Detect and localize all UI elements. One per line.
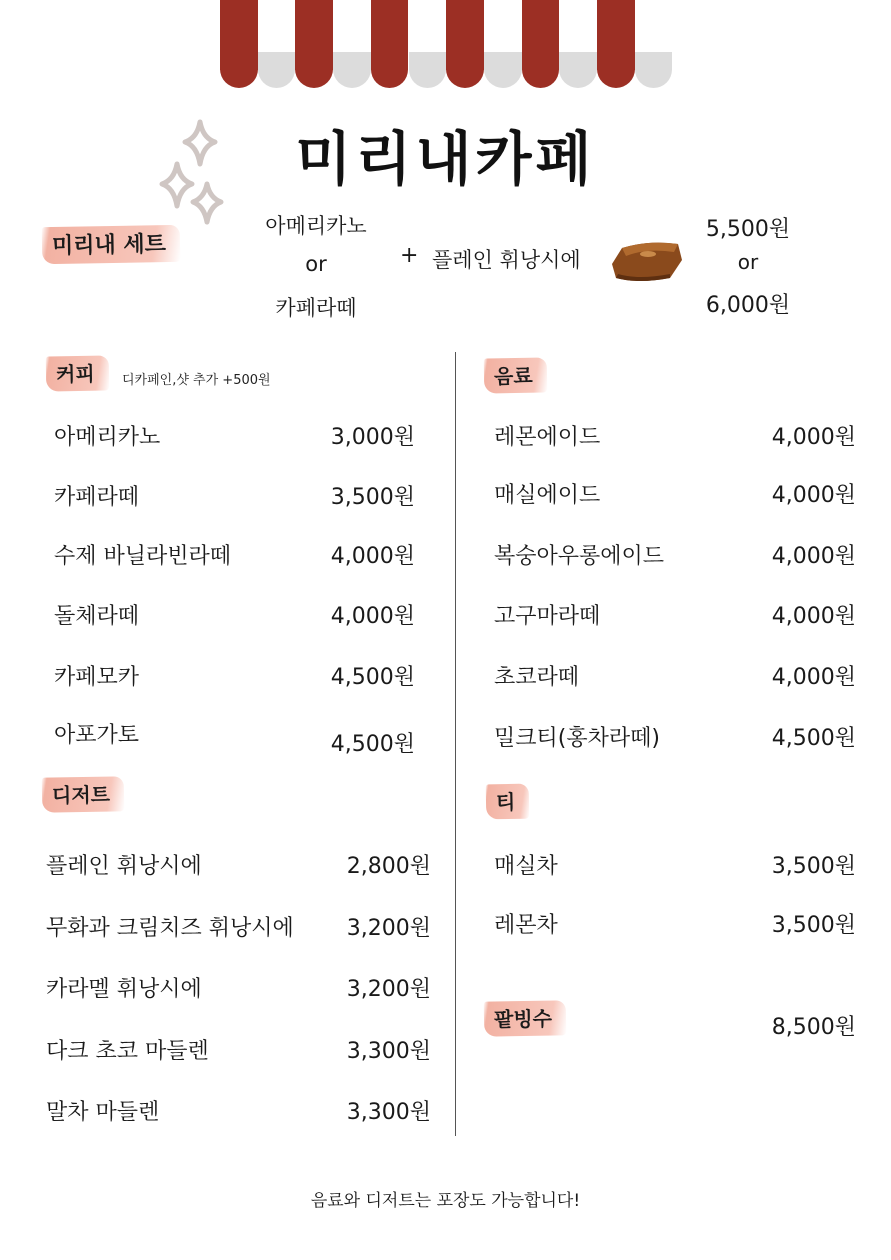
set-price-or: or <box>737 250 759 274</box>
beverage-section-label: 음료 <box>484 357 547 393</box>
column-divider <box>455 352 456 1136</box>
menu-item-name: 매실차 <box>494 854 558 879</box>
menu-item-price: 3,200원 <box>346 977 431 1002</box>
menu-item-price: 4,000원 <box>330 604 415 629</box>
menu-item-price: 3,300원 <box>346 1039 431 1064</box>
menu-item-name: 밀크티(홍차라떼) <box>494 726 660 751</box>
footer-note: 음료와 디저트는 포장도 가능합니다! <box>310 1191 581 1211</box>
set-plus-sign: + <box>400 243 419 268</box>
set-menu-label: 미리내 세트 <box>42 225 181 264</box>
menu-item-name: 아포가토 <box>54 723 140 748</box>
menu-item-name: 카페라떼 <box>54 485 140 510</box>
menu-item-price: 2,800원 <box>346 854 431 879</box>
menu-item-name: 레몬에이드 <box>494 425 601 450</box>
set-dessert-label: 플레인 휘낭시에 <box>432 248 581 272</box>
set-price-1: 5,500원 <box>705 217 791 242</box>
menu-item-name: 카라멜 휘낭시에 <box>46 977 202 1002</box>
menu-item-price: 4,000원 <box>771 604 856 629</box>
menu-item-price: 4,000원 <box>330 544 415 569</box>
menu-item-price: 8,500원 <box>771 1015 856 1040</box>
menu-item-price: 4,500원 <box>330 665 415 690</box>
menu-item-name: 수제 바닐라빈라떼 <box>54 544 232 569</box>
menu-item-name: 카페모카 <box>54 665 140 690</box>
set-drink-latte: 카페라떼 <box>275 296 357 320</box>
menu-item-name: 돌체라떼 <box>54 604 140 629</box>
menu-item-name: 아메리카노 <box>54 425 161 450</box>
menu-item-name: 무화과 크림치즈 휘낭시에 <box>46 916 294 941</box>
menu-item-name: 고구마라떼 <box>494 604 601 629</box>
menu-item-price: 4,000원 <box>771 483 856 508</box>
dessert-section-label: 디저트 <box>42 776 125 812</box>
set-drink-americano: 아메리카노 <box>265 214 367 238</box>
bingsu-section-label: 팥빙수 <box>484 1000 567 1036</box>
menu-item-name: 매실에이드 <box>494 483 601 508</box>
menu-item-name: 레몬차 <box>494 913 558 938</box>
financier-cake-icon <box>608 234 684 286</box>
menu-item-name: 다크 초코 마들렌 <box>46 1039 209 1064</box>
menu-item-price: 3,500원 <box>771 854 856 879</box>
menu-item-price: 3,500원 <box>771 913 856 938</box>
tea-section-label: 티 <box>486 784 530 820</box>
menu-item-name: 복숭아우롱에이드 <box>494 544 665 569</box>
menu-item-price: 4,000원 <box>771 665 856 690</box>
menu-item-name: 초코라떼 <box>494 665 580 690</box>
set-drink-or: or <box>305 252 327 276</box>
coffee-note: 디카페인,샷 추가 +500원 <box>122 373 271 388</box>
menu-item-price: 4,000원 <box>771 425 856 450</box>
page-title: 미리내카페 <box>295 125 596 193</box>
coffee-section-label: 커피 <box>46 355 109 391</box>
menu-item-price: 4,000원 <box>771 544 856 569</box>
menu-item-price: 3,000원 <box>330 425 415 450</box>
menu-item-price: 3,200원 <box>346 916 431 941</box>
menu-item-name: 말차 마들렌 <box>46 1100 160 1125</box>
menu-item-price: 3,300원 <box>346 1100 431 1125</box>
menu-item-price: 3,500원 <box>330 485 415 510</box>
menu-item-name: 플레인 휘낭시에 <box>46 854 202 879</box>
set-price-2: 6,000원 <box>705 293 791 318</box>
menu-item-price: 4,500원 <box>771 726 856 751</box>
menu-item-price: 4,500원 <box>330 732 415 757</box>
awning-decoration <box>220 0 672 90</box>
